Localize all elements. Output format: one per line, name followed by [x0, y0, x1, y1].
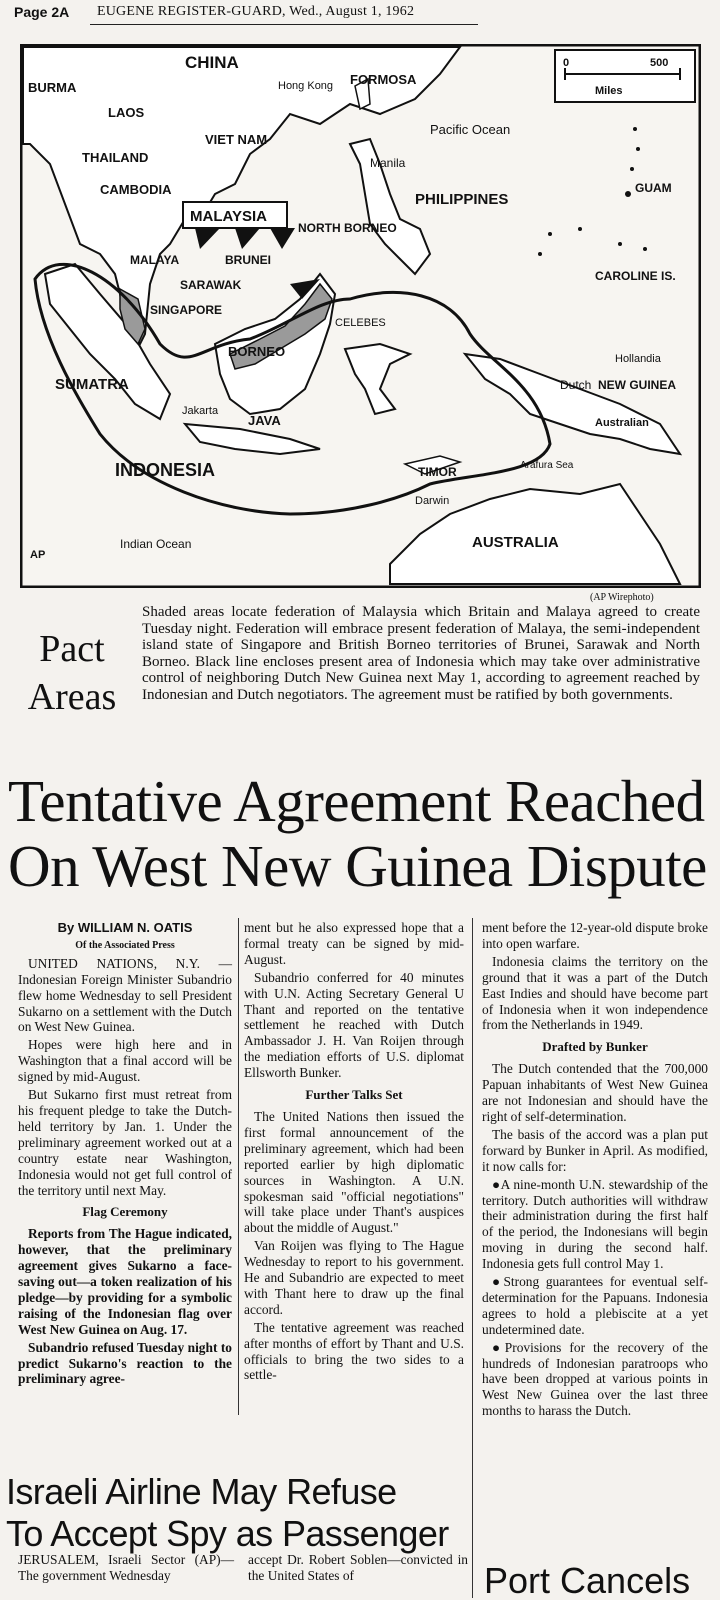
column-2: [244, 920, 464, 1385]
headline-line-1: Tentative Agreement Reached: [8, 768, 705, 834]
label-borneo: BORNEO: [228, 344, 286, 359]
headline-port: Port Cancels: [484, 1560, 691, 1600]
caption-side-title-2: Areas: [27, 676, 117, 718]
label-northborneo: NORTH BORNEO: [298, 221, 397, 235]
label-thailand: THAILAND: [82, 150, 149, 165]
label-brunei: BRUNEI: [225, 253, 272, 267]
label-arafura: Arafura Sea: [520, 460, 574, 471]
label-hollandia: Hollandia: [615, 353, 661, 365]
byline: By WILLIAM N. OATIS: [57, 920, 193, 935]
label-china: CHINA: [185, 53, 239, 72]
label-cambodia: CAMBODIA: [100, 182, 172, 197]
page-header: [0, 0, 720, 30]
label-pacific: Pacific Ocean: [430, 122, 511, 137]
map-svg: [20, 44, 701, 588]
paragraph: The basis of the accord was a plan put forward by Bunker in April. As modified, it now calls for:: [482, 1126, 708, 1174]
paragraph: Subandrio refused Tuesday night to predict Sukarno's reaction to the preliminary agree-: [18, 1339, 232, 1387]
label-newguinea: NEW GUINEA: [598, 378, 676, 392]
label-australian: Australian: [595, 417, 649, 429]
label-java: JAVA: [248, 413, 281, 428]
label-darwin: Darwin: [415, 495, 450, 507]
paragraph: UNITED NATIONS, N.Y. — Indonesian Foreign Minister Subandrio flew home Wednesday to sell President Sukarno on a settlement with the Dutch on West New Guinea.: [18, 955, 232, 1035]
label-celebes: CELEBES: [335, 317, 386, 329]
label-vietnam: VIET NAM: [205, 132, 268, 147]
ap-logo: AP: [30, 549, 46, 561]
label-australia: AUSTRALIA: [472, 534, 559, 551]
paragraph: ●A nine-month U.N. stewardship of the territory. Dutch authorities will withdraw their administration during the first half of the period, the Indonesians will begin moving in during the second half. Indonesia gets full control May 1.: [482, 1176, 708, 1272]
paragraph: The United Nations then issued the first formal announcement of the preliminary agreement, which had been reported earlier by high diplomatic sources in Washington. A U.N. spokesman said "official negotiations" will take place under Thant's auspices about the middle of August.": [244, 1108, 464, 1236]
headline-israeli-2: To Accept Spy as Passenger: [6, 1513, 449, 1554]
scale-zero: 0: [563, 57, 570, 69]
label-indonesia: INDONESIA: [115, 460, 216, 480]
headline-line-2: On West New Guinea Dispute: [8, 833, 707, 899]
paragraph: ment but he also expressed hope that a formal treaty can be signed by mid-August.: [244, 920, 464, 967]
byline-agency: Of the Associated Press: [75, 939, 175, 951]
paragraph: Subandrio conferred for 40 minutes with U.N. Acting Secretary General U Thant and reported on the tentative settlement he reached with Dutch Ambassador J. H. Van Roijen through the mediation efforts of U.S. diplomat Ellsworth Bunker.: [244, 969, 464, 1081]
photo-credit: (AP Wirephoto): [590, 592, 654, 603]
headline-israeli-1: Israeli Airline May Refuse: [6, 1471, 397, 1512]
label-indian: Indian Ocean: [120, 537, 192, 551]
label-burma: BURMA: [28, 80, 77, 95]
label-jakarta: Jakarta: [182, 405, 219, 417]
paragraph: The tentative agreement was reached after months of effort by Thant and U.S. officials to bring the two sides to a settle-: [244, 1319, 464, 1383]
subhead-flag: Flag Ceremony: [82, 1204, 168, 1220]
label-hongkong: Hong Kong: [278, 80, 334, 92]
label-malaysia: MALAYSIA: [190, 208, 267, 225]
paragraph: Indonesia claims the territory on the ground that it was a part of the Dutch East Indies and should have become part of Indonesia when it won independence from the Netherlands in 1949.: [482, 953, 708, 1033]
label-manila: Manila: [370, 156, 406, 170]
map-figure: [20, 44, 701, 588]
masthead: EUGENE REGISTER-GUARD, Wed., August 1, 1962: [97, 4, 415, 19]
caption-side-title-1: Pact: [39, 628, 105, 670]
page-number: Page 2A: [14, 4, 70, 20]
label-formosa: FORMOSA: [350, 72, 417, 87]
column-3: [482, 920, 708, 1421]
column-1: [18, 920, 232, 1389]
paragraph: But Sukarno first must retreat from his frequent pledge to take the Dutch-held territory by Jan. 1. Under the preliminary agreement worked out at a country estate near Washington, Indonesia would not get full control of the territory until next May.: [18, 1087, 232, 1198]
paragraph: Reports from The Hague indicated, however, that the preliminary agreement gives Sukarno a face-saving out—a token realization of his pledge—by providing for a symbolic raising of the Indonesian flag over West New Guinea on Aug. 17.: [18, 1226, 232, 1337]
label-singapore: SINGAPORE: [150, 303, 223, 317]
map-caption: Shaded areas locate federation of Malaysia which Britain and Malaya agreed to create Tuesday night. Federation will embrace present federation of Malaya, the semi-independent island state of Singapore and British Borneo territories of Brunei, Sarawak and North Borneo. Black line encloses present area of Indonesia which may take over administrative control of neighboring Dutch New Guinea next May 1, according to agreement reached by Indonesian and Dutch negotiators. The agreement must be ratified by both governments.: [142, 604, 700, 703]
scale-max: 500: [650, 57, 669, 69]
label-malaya: MALAYA: [130, 253, 180, 267]
header-rule: [90, 24, 478, 25]
story2-col2: accept Dr. Robert Soblen—convicted in the United States of: [248, 1552, 468, 1583]
label-sarawak: SARAWAK: [180, 278, 242, 292]
label-philippines: PHILIPPINES: [415, 191, 509, 208]
label-laos: LAOS: [108, 105, 145, 120]
subhead-bunker: Drafted by Bunker: [542, 1039, 648, 1055]
column-rule: [238, 918, 239, 1415]
subhead-talks: Further Talks Set: [305, 1087, 403, 1103]
label-caroline: CAROLINE IS.: [595, 269, 676, 283]
paragraph: ●Provisions for the recovery of the hundreds of Indonesian paratroops who have been dropped at various points in West New Guinea over the last three months to harass the Dutch.: [482, 1339, 708, 1419]
label-guam: GUAM: [635, 181, 672, 195]
label-timor: TIMOR: [418, 465, 457, 479]
label-dutch: Dutch: [560, 378, 592, 392]
story2-col1: JERUSALEM, Israeli Sector (AP)—The government Wednesday: [18, 1552, 234, 1583]
paragraph: The Dutch contended that the 700,000 Papuan inhabitants of West New Guinea are not Indonesian and should have the right of self-determination.: [482, 1061, 708, 1124]
label-sumatra: SUMATRA: [55, 376, 129, 393]
scale-unit: Miles: [595, 85, 623, 97]
paragraph: Van Roijen was flying to The Hague Wednesday to report to his government. He and Subandrio are expected to meet with Thant here to draw up the final accord.: [244, 1238, 464, 1317]
paragraph: ment before the 12-year-old dispute broke into open warfare.: [482, 920, 708, 951]
paragraph: Hopes were high here and in Washington that a final accord will be signed by mid-August.: [18, 1037, 232, 1085]
paragraph: ●Strong guarantees for eventual self-determination for the Papuans. Indonesia agrees to hold a plebiscite at a yet undetermined date.: [482, 1274, 708, 1337]
